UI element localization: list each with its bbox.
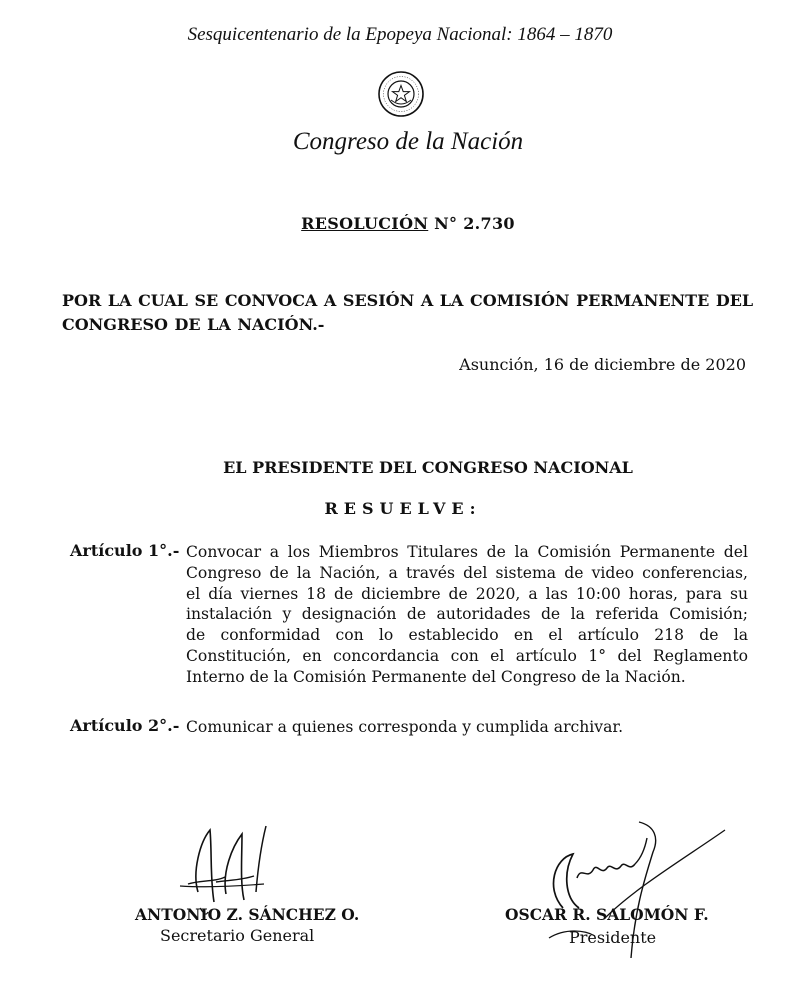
issuer-heading: EL PRESIDENTE DEL CONGRESO NACIONAL	[223, 458, 633, 477]
resolve-heading: RESUELVE:	[324, 499, 482, 518]
resolution-label: RESOLUCIÓN	[301, 214, 429, 233]
subject-line: CONGRESO DE LA NACIÓN.-	[62, 315, 325, 334]
subject-line: POR LA CUAL SE CONVOCA A SESIÓN A LA COMISIÓN PERMANENTE DEL	[62, 291, 754, 310]
article-line: de conformidad con lo establecido en el artículo 218 de la	[186, 626, 748, 645]
article-1-label: Artículo 1°.-	[70, 541, 180, 560]
article-line: Interno de la Comisión Permanente del Congreso de la Nación.	[186, 667, 686, 686]
article-2-text	[186, 717, 748, 738]
signatory-2-role: Presidente	[569, 928, 657, 947]
resolution-subject	[62, 289, 754, 337]
header-motto: Sesquicentenario de la Epopeya Nacional: 1864 – 1870	[187, 24, 613, 45]
dateline: Asunción, 16 de diciembre de 2020	[459, 355, 746, 374]
article-2-label: Artículo 2°.-	[70, 716, 180, 735]
signatory-1-role: Secretario General	[160, 926, 315, 945]
signatory-2-name: OSCAR R. SALOMÓN F.	[505, 905, 709, 924]
article-1-text	[186, 542, 748, 688]
signature-secretary	[170, 822, 280, 917]
signatory-1-name: ANTONIO Z. SÁNCHEZ O.	[135, 905, 360, 924]
article-line: Constitución, en concordancia con el artículo 1° del Reglamento	[186, 646, 748, 665]
national-seal-icon	[377, 70, 425, 118]
article-line: el día viernes 18 de diciembre de 2020, a las 10:00 horas, para su	[186, 584, 748, 603]
resolution-number: N° 2.730	[434, 214, 515, 233]
article-line: Convocar a los Miembros Titulares de la Comisión Permanente del	[186, 543, 748, 561]
article-line: Congreso de la Nación, a través del sistema de video conferencias,	[186, 563, 748, 582]
resolution-title	[0, 214, 800, 233]
article-line: instalación y designación de autoridades de la referida Comisión;	[186, 605, 748, 624]
article-line: Comunicar a quienes corresponda y cumplida archivar.	[186, 718, 624, 736]
institution-title: Congreso de la Nación	[292, 128, 524, 155]
